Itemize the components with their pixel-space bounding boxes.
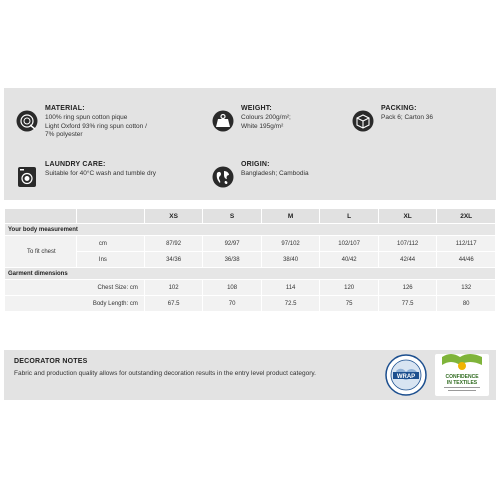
- body-measurement-heading: Your body measurement: [5, 224, 496, 236]
- oeko-line2: IN TEXTILES: [446, 380, 478, 386]
- table-cell: 126: [378, 280, 437, 296]
- decorator-title: DECORATOR NOTES: [14, 358, 88, 365]
- packing-spec: [352, 104, 482, 132]
- to-fit-chest-label: To fit chest: [5, 236, 77, 268]
- fabric-roll-icon: [16, 110, 38, 132]
- table-row: [5, 296, 496, 312]
- decorator-text: Fabric and production quality allows for outstanding decoration results in the entry level product category.: [14, 370, 316, 377]
- size-header: XS: [144, 209, 203, 224]
- laundry-title: LAUNDRY CARE:: [45, 161, 106, 168]
- table-cell: 75: [320, 296, 379, 312]
- weight-text: Colours 200g/m²; White 195g/m²: [241, 114, 291, 130]
- origin-title: ORIGIN:: [241, 161, 270, 168]
- oeko-line1: CONFIDENCE: [445, 374, 479, 380]
- table-cell: 97/102: [261, 236, 320, 252]
- packing-text: Pack 6; Carton 36: [381, 114, 434, 121]
- table-cell: 40/42: [320, 252, 379, 268]
- unit-cm-label: cm: [76, 236, 144, 252]
- material-title: MATERIAL:: [45, 105, 85, 112]
- table-cell: 120: [320, 280, 379, 296]
- oeko-tex-logo: [434, 353, 490, 397]
- body-length-label: Body Length: cm: [5, 296, 145, 312]
- material-text: 100% ring spun cotton pique Light Oxford 93% ring spun cotton / 7% polyester: [45, 114, 147, 138]
- table-cell: 72.5: [261, 296, 320, 312]
- table-cell: 114: [261, 280, 320, 296]
- size-header: S: [203, 209, 262, 224]
- size-header: 2XL: [437, 209, 496, 224]
- table-row: [5, 252, 496, 268]
- garment-dimensions-heading: Garment dimensions: [5, 268, 496, 280]
- laundry-text: Suitable for 40°C wash and tumble dry: [45, 170, 156, 177]
- table-cell: 108: [203, 280, 262, 296]
- origin-spec: [212, 160, 352, 188]
- size-header-row: [5, 209, 496, 224]
- size-header: L: [320, 209, 379, 224]
- laundry-spec: [16, 160, 206, 188]
- table-row: [5, 236, 496, 252]
- size-chart-table: [4, 208, 496, 312]
- table-cell: 34/36: [144, 252, 203, 268]
- table-cell: 67.5: [144, 296, 203, 312]
- weight-title: WEIGHT:: [241, 105, 272, 112]
- box-icon: [352, 110, 374, 132]
- table-cell: 77.5: [378, 296, 437, 312]
- table-cell: 87/92: [144, 236, 203, 252]
- table-cell: 102: [144, 280, 203, 296]
- table-cell: 38/40: [261, 252, 320, 268]
- decorator-notes-panel: [4, 350, 496, 400]
- table-cell: 102/107: [320, 236, 379, 252]
- table-cell: 36/38: [203, 252, 262, 268]
- product-specs-panel: [4, 88, 496, 200]
- washing-machine-icon: [16, 166, 38, 188]
- wrap-logo-text: WRAP: [396, 373, 416, 380]
- wrap-certification-logo: [384, 353, 428, 397]
- table-section-row: [5, 224, 496, 236]
- origin-text: Bangladesh; Cambodia: [241, 170, 309, 177]
- unit-ins-label: Ins: [76, 252, 144, 268]
- table-section-row: [5, 268, 496, 280]
- size-header: M: [261, 209, 320, 224]
- table-cell: 44/46: [437, 252, 496, 268]
- size-header: XL: [378, 209, 437, 224]
- material-spec: [16, 104, 206, 140]
- table-cell: 112/117: [437, 236, 496, 252]
- table-row: [5, 280, 496, 296]
- chest-size-label: Chest Size: cm: [5, 280, 145, 296]
- weight-spec: [212, 104, 342, 132]
- packing-title: PACKING:: [381, 105, 417, 112]
- table-cell: 70: [203, 296, 262, 312]
- weight-icon: [212, 110, 234, 132]
- table-cell: 80: [437, 296, 496, 312]
- table-cell: 132: [437, 280, 496, 296]
- globe-icon: [212, 166, 234, 188]
- table-cell: 107/112: [378, 236, 437, 252]
- table-cell: 92/97: [203, 236, 262, 252]
- table-cell: 42/44: [378, 252, 437, 268]
